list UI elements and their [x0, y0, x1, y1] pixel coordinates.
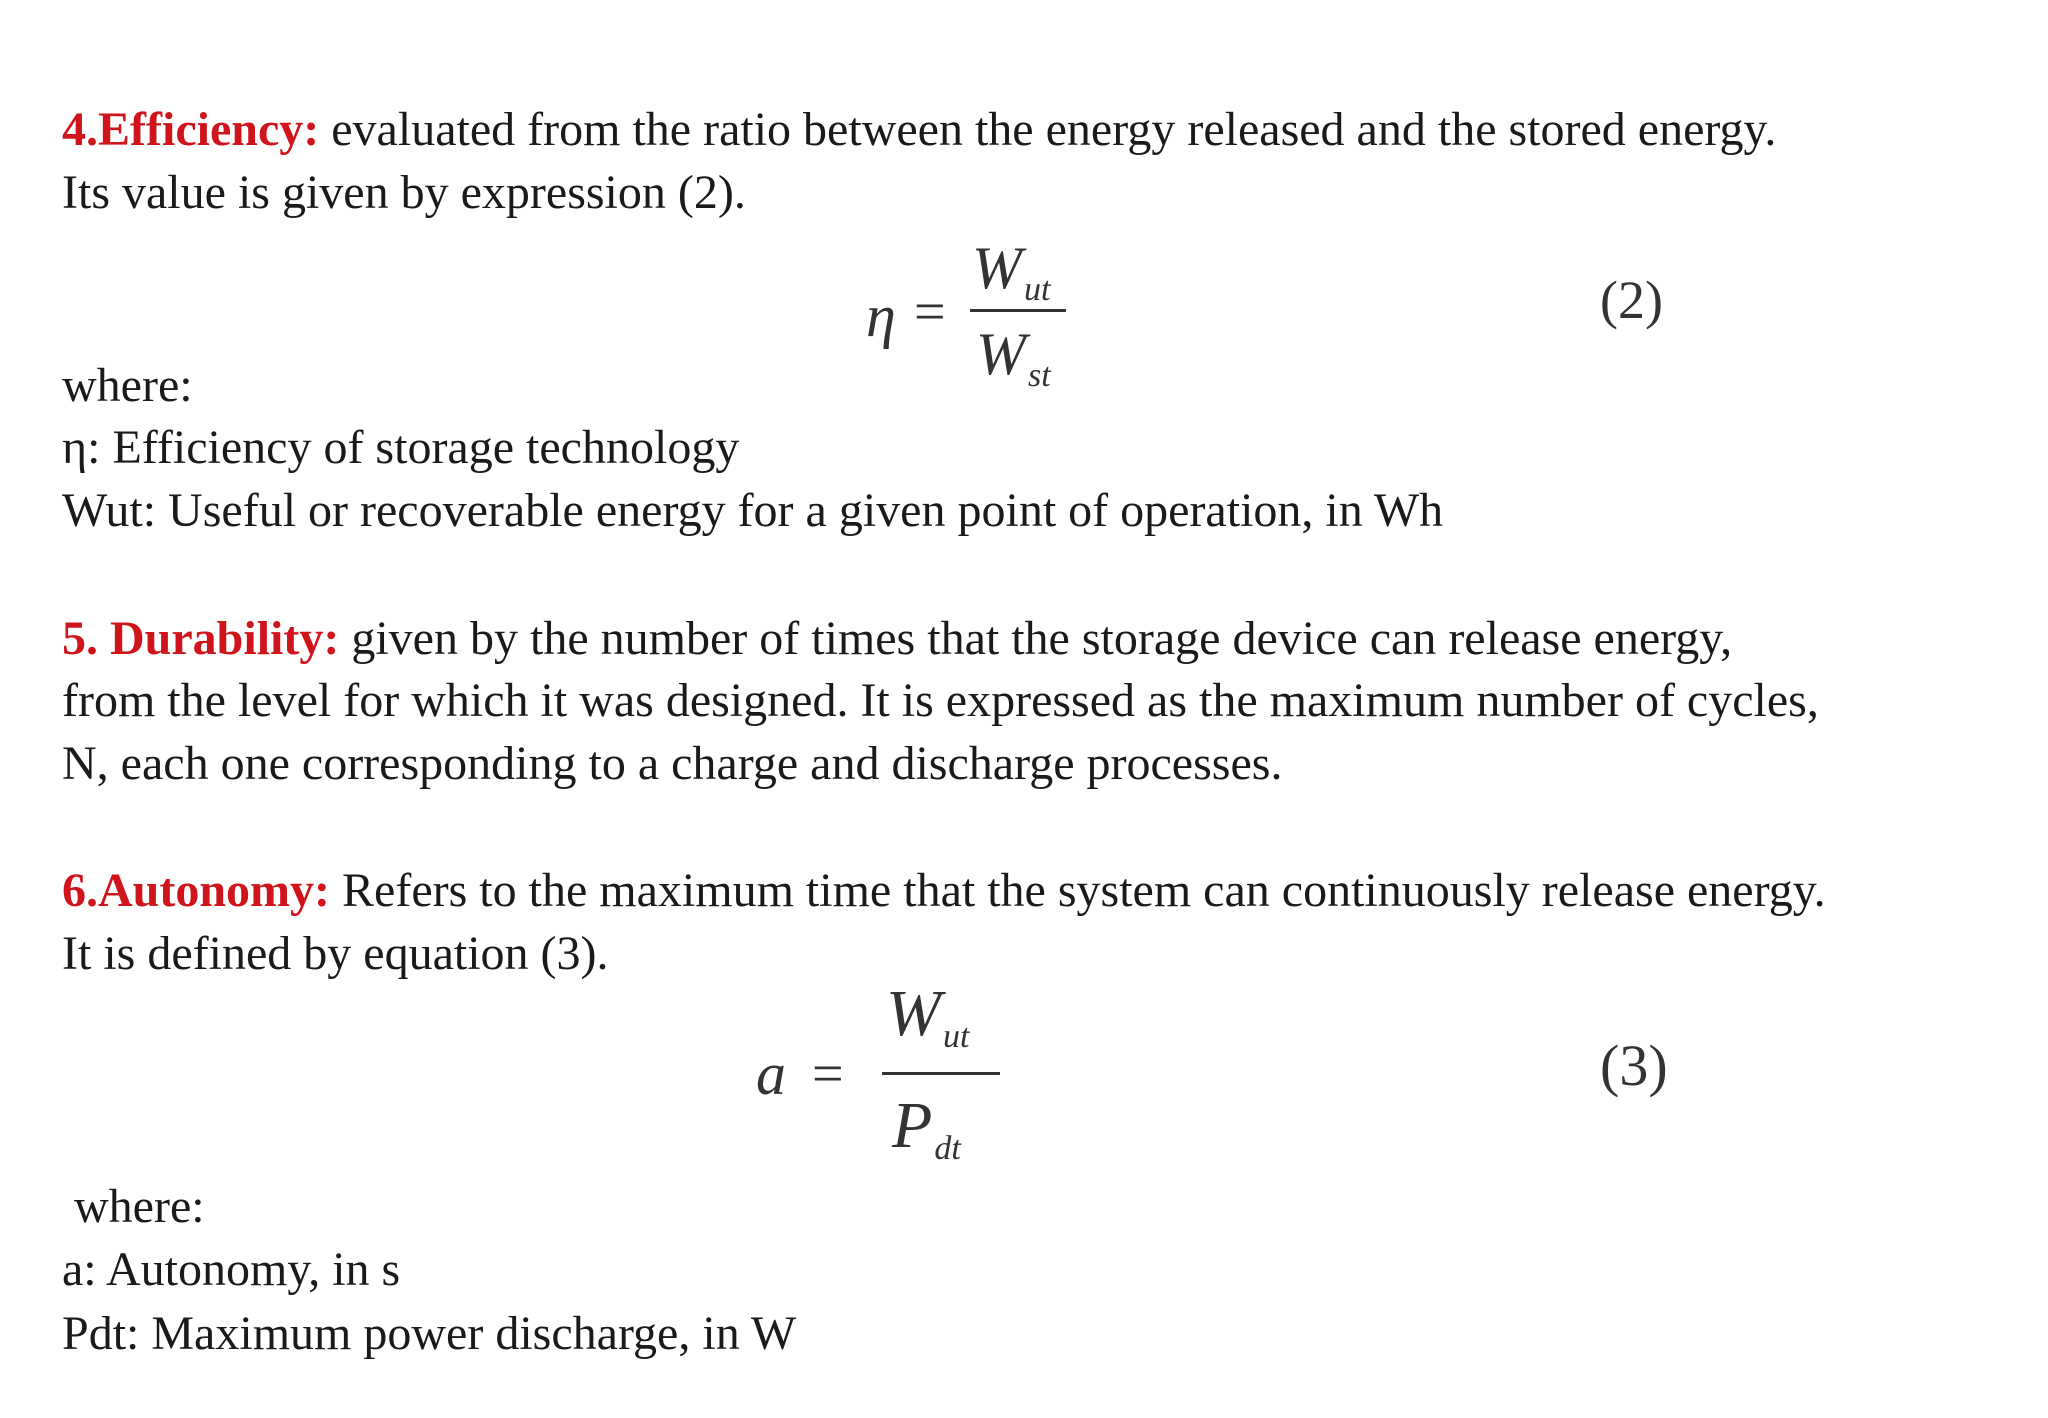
section-6-line-1 [62, 863, 1826, 919]
equation-3-number: (3) [1600, 1033, 1668, 1098]
section-4-line-1 [62, 102, 1776, 158]
equation-2-number: (2) [1600, 270, 1663, 330]
denominator [976, 321, 1051, 394]
numerator [972, 235, 1051, 308]
section-6-line-2: It is defined by equation (3). [62, 927, 609, 980]
denominator-main: W [976, 321, 1026, 387]
section-5-text: given by the number of times that the storage device can release energy, [339, 612, 1733, 665]
denominator [892, 1089, 961, 1167]
equals-sign: = [914, 281, 946, 343]
section-6-def-a: a: Autonomy, in s [62, 1243, 401, 1296]
section-4-where: where: [62, 359, 193, 412]
section-6-def-pdt: Pdt: Maximum power discharge, in W [62, 1307, 797, 1360]
numerator-sub: ut [1023, 271, 1051, 308]
section-4-def-eta: η: Efficiency of storage technology [62, 421, 740, 474]
section-6-where: where: [74, 1180, 205, 1233]
section-4-def-wut: Wut: Useful or recoverable energy for a given point of operation, in Wh [62, 484, 1444, 537]
equals-sign: = [812, 1043, 844, 1105]
section-6-heading: 6.Autonomy: [62, 864, 331, 917]
eta-symbol: η [866, 283, 896, 349]
fraction-bar [970, 309, 1066, 312]
section-6-text: Refers to the maximum time that the system can continuously release energy. [330, 864, 1826, 917]
section-4-line-2: Its value is given by expression (2). [62, 166, 746, 219]
denominator-main: P [892, 1089, 933, 1162]
numerator-main: W [886, 977, 941, 1050]
section-5-line-3: N, each one corresponding to a charge and discharge processes. [62, 737, 1283, 790]
numerator-main: W [972, 235, 1022, 301]
section-5-heading: 5. Durability: [62, 612, 340, 665]
denominator-sub: dt [934, 1130, 961, 1167]
section-4-heading: 4.Efficiency: [62, 103, 320, 156]
a-symbol: a [756, 1041, 786, 1107]
section-4-text: evaluated from the ratio between the energy released and the stored energy. [319, 103, 1777, 156]
fraction-bar [882, 1072, 1000, 1075]
denominator-sub: st [1027, 357, 1051, 394]
section-5-line-1 [62, 611, 1732, 667]
section-5-line-2: from the level for which it was designed. It is expressed as the maximum number of cycles, [62, 674, 1819, 727]
numerator-sub: ut [942, 1018, 970, 1055]
numerator [886, 977, 970, 1055]
